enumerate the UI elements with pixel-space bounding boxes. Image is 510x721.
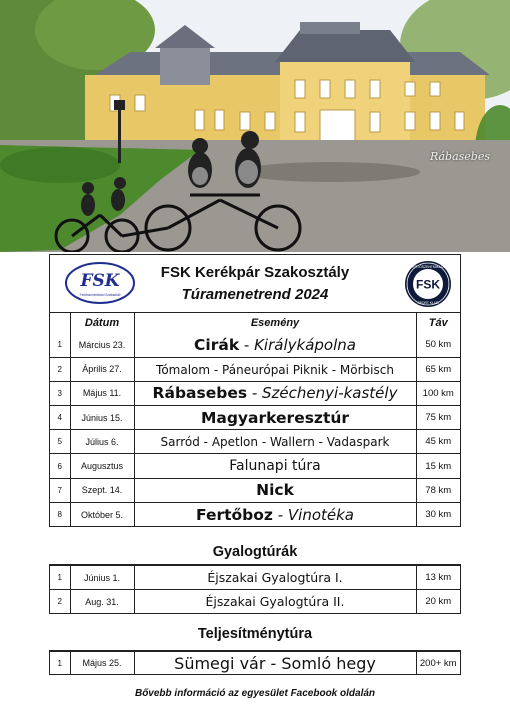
row-distance: 45 km [416,430,460,454]
row-date: Aug. 31. [70,590,134,614]
row-distance: 15 km [416,454,460,478]
row-number: 3 [50,381,70,405]
row-date: Március 23. [70,333,134,357]
row-distance: 78 km [416,478,460,502]
row-number: 2 [50,590,70,614]
club-name: FSK Kerékpár Szakosztály [160,264,350,281]
performance-table-frame [49,650,461,675]
logo-right-ring-top: FERTŐSZENTMIKLÓS [410,265,446,269]
row-distance: 20 km [416,590,460,614]
table-row [50,502,460,526]
row-date: Szept. 14. [70,478,134,502]
performance-rows [50,652,460,675]
row-distance: 50 km [416,333,460,357]
performance-section-title: Teljesítménytúra [197,626,313,642]
manor-illustration [0,0,510,252]
row-date: Július 6. [70,430,134,454]
tour-rows [50,333,460,527]
row-number: 1 [50,333,70,357]
row-number: 4 [50,406,70,430]
row-date: Május 11. [70,381,134,405]
row-event [134,406,416,430]
column-distance-header: Táv [416,313,460,333]
event-place: Magyarkeresztúr [200,408,350,427]
row-distance: 200+ km [416,652,460,675]
row-event [134,454,416,478]
event-place: Rábasebes [152,384,248,403]
row-event [134,357,416,381]
table-row [50,406,460,430]
performance-table [50,651,460,675]
table-row [50,381,460,405]
row-number: 1 [50,566,70,590]
table-row [50,652,460,675]
row-number: 6 [50,454,70,478]
photo-location-caption: Rábasebes [429,150,490,163]
tour-schedule-table [49,254,461,527]
row-date: Augusztus [70,454,134,478]
event-venue: Széchenyi-kastély [262,384,398,403]
walk-rows [50,566,460,614]
row-event: Sümegi vár - Somló hegy [134,652,416,675]
row-date: Április 27. [70,357,134,381]
row-distance: 65 km [416,357,460,381]
schedule-title: Túramenetrend 2024 [181,286,329,303]
walks-table [50,565,460,614]
event-separator: - [272,505,288,524]
column-number-header [50,313,70,333]
row-number: 2 [50,357,70,381]
table-row [50,430,460,454]
row-event: Éjszakai Gyalogtúra I. [134,566,416,590]
event-venue: Vinotéka [287,505,354,524]
walks-section-title: Gyalogtúrák [212,544,298,560]
event-place: Tómalom - Páneurópai Piknik - Mörbisch [156,362,394,377]
row-number: 5 [50,430,70,454]
table-row [50,454,460,478]
row-date: Október 5. [70,502,134,526]
event-place: Sarród - Apetlon - Wallern - Vadaspark [160,435,390,450]
fsk-sport-club-emblem [402,259,454,309]
row-event [134,381,416,405]
table-header-row [50,313,460,333]
logo-left-text: FSK [80,271,120,291]
table-row [50,333,460,357]
schedule-header [50,255,460,313]
row-event [134,478,416,502]
column-date-header: Dátum [70,313,134,333]
table-row [50,478,460,502]
logo-left-subtext: Fertőszentmiklósi Szabadidő [79,293,121,297]
row-date: Május 25. [70,652,134,675]
event-place: Fertőboz [195,505,273,524]
row-event [134,333,416,357]
event-place: Cirák [194,335,240,354]
row-event: Éjszakai Gyalogtúra II. [134,590,416,614]
row-distance: 100 km [416,381,460,405]
walks-table-frame [49,564,461,614]
row-number: 1 [50,652,70,675]
row-distance: 13 km [416,566,460,590]
table-row [50,357,460,381]
footer-note: Bővebb információ az egyesület Facebook oldalán [134,688,376,699]
row-event [134,502,416,526]
row-number: 8 [50,502,70,526]
row-date: Június 1. [70,566,134,590]
hero-photo [0,0,510,252]
tour-table [50,313,460,527]
event-separator: - [247,384,263,403]
event-separator: - [239,335,255,354]
row-date: Június 15. [70,406,134,430]
logo-right-ring-bottom: SPORT KLUB [417,301,439,305]
row-distance: 30 km [416,502,460,526]
table-row [50,566,460,590]
table-row [50,590,460,614]
logo-right-text: FSK [416,277,440,292]
column-event-header: Esemény [134,313,416,333]
event-place: Nick [256,481,294,500]
row-number: 7 [50,478,70,502]
row-distance: 75 km [416,406,460,430]
event-place: Falunapi túra [229,458,321,475]
row-event [134,430,416,454]
event-venue: Királykápolna [254,335,356,354]
